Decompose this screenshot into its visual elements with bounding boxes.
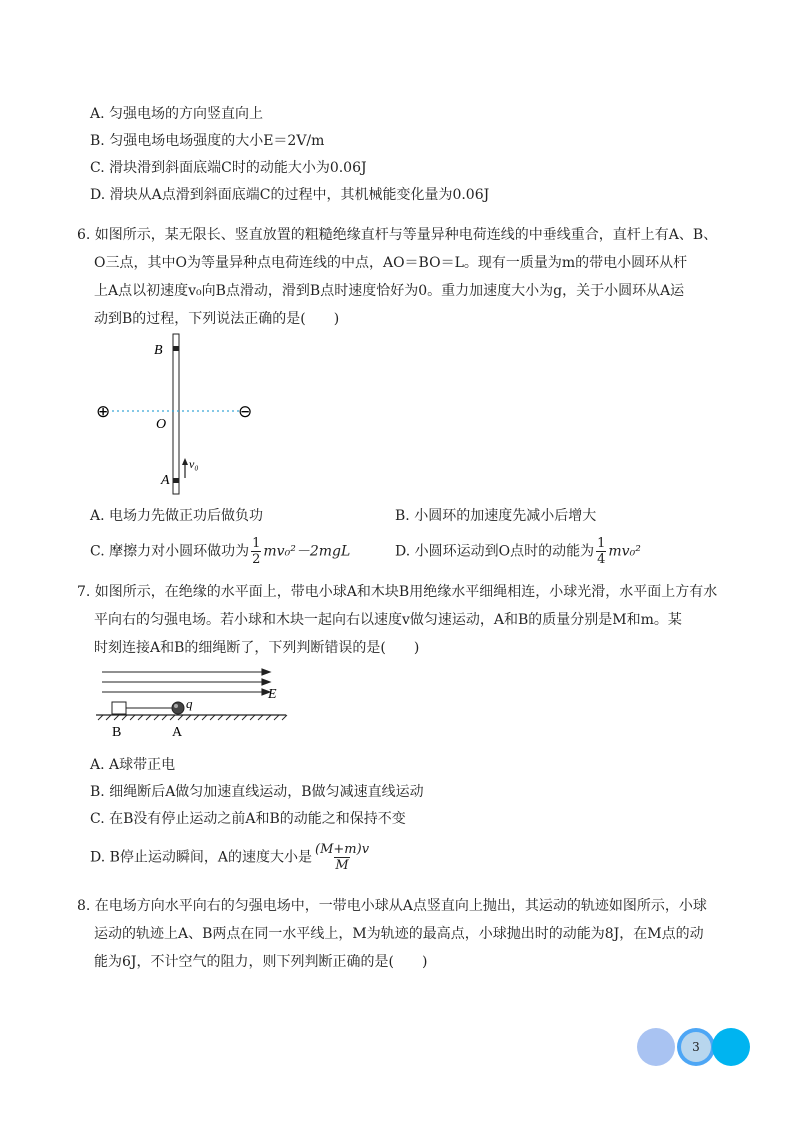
velocity-arrowhead <box>182 458 188 465</box>
q6-figure <box>90 328 270 498</box>
q6-option-b: B. 小圆环的加速度先减小后增大 <box>395 508 597 524</box>
q6-stem-line: O三点，其中O为等量异种点电荷连线的中点，AO＝BO＝L。现有一质量为m的带电小圆环从杆 <box>94 255 688 271</box>
q6-stem-line: 6. 如图所示，某无限长、竖直放置的粗糙绝缘直杆与等量异种电荷连线的中垂线重合，直杆上有A、B、 <box>77 227 718 243</box>
q6-option-d-formula: mv₀² <box>608 543 641 560</box>
ground-hatching <box>98 715 287 720</box>
ball-a <box>172 702 184 714</box>
q5-option-c: C. 滑块滑到斜面底端C时的动能大小为0.06J <box>90 160 367 176</box>
q6-option-a: A. 电场力先做正功后做负功 <box>90 508 264 524</box>
fraction: $\frac{(M+m)v}{M}$ <box>315 842 370 873</box>
q6-stem-line: 动到B的过程，下列说法正确的是( ) <box>94 311 340 327</box>
q8-stem <box>77 892 729 976</box>
q7-option-a: A. A球带正电 <box>90 757 176 773</box>
point-a-marker <box>173 478 179 483</box>
q7-option-b: B. 细绳断后A做匀加速直线运动，B做匀减速直线运动 <box>90 784 424 800</box>
label-a: A <box>161 473 170 488</box>
q6-option-d <box>395 536 641 567</box>
q6-option-c <box>90 536 350 567</box>
label-v0: v₀ <box>189 457 199 471</box>
field-lines <box>102 669 270 695</box>
q7-stem-line: 平向右的匀强电场。若小球和木块一起向右以速度v做匀速运动，A和B的质量分别是M和m。某 <box>94 612 682 628</box>
label-o: O <box>156 417 167 432</box>
fraction: $\frac{1}{2}$ <box>252 536 261 567</box>
label-b: B <box>154 343 163 358</box>
q7-option-d-text: D. B停止运动瞬间，A的速度大小是 <box>90 849 313 866</box>
q7-figure <box>92 664 292 742</box>
q7-stem-line: 时刻连接A和B的细绳断了，下列判断错误的是( ) <box>94 640 420 656</box>
q8-stem-line: 运动的轨迹上A、B两点在同一水平线上，M为轨迹的最高点，小球抛出时的动能为8J，在M点的动 <box>94 926 704 942</box>
q5-option-b: B. 匀强电场电场强度的大小E＝2V/m <box>90 133 325 149</box>
fraction: $\frac{1}{4}$ <box>597 536 606 567</box>
q6-option-c-formula: mv₀²－2mgL <box>263 543 351 560</box>
badge-circle-left <box>637 1028 675 1066</box>
q8-stem-line: 能为6J，不计空气的阻力，则下列判断正确的是( ) <box>94 954 428 970</box>
label-q: q <box>186 696 193 711</box>
q7-option-c: C. 在B没有停止运动之前A和B的动能之和保持不变 <box>90 811 406 827</box>
negative-charge-icon: ⊖ <box>238 402 253 422</box>
q6-option-d-text: D. 小圆环运动到O点时的动能为 <box>395 543 595 560</box>
block-b <box>112 702 126 714</box>
point-b-marker <box>173 346 179 351</box>
ball-a-highlight <box>174 704 178 708</box>
label-e: E <box>268 687 277 702</box>
label-block-b: B <box>112 725 122 740</box>
positive-charge-icon: ⊕ <box>96 402 111 422</box>
q6-option-c-text: C. 摩擦力对小圆环做功为 <box>90 543 250 560</box>
q6-stem <box>77 221 729 333</box>
q6-stem-line: 上A点以初速度v₀向B点滑动，滑到B点时速度恰好为0。重力加速度大小为g，关于小圆环从A运 <box>94 283 685 299</box>
badge-circle-right <box>712 1028 750 1066</box>
label-ball-a: A <box>172 725 183 740</box>
q8-stem-line: 8. 在电场方向水平向右的匀强电场中，一带电小球从A点竖直向上抛出，其运动的轨迹如图所示，小球 <box>77 898 707 914</box>
q7-stem <box>77 578 729 662</box>
vertical-rod <box>173 334 179 494</box>
q7-option-d <box>90 842 372 873</box>
q7-stem-line: 7. 如图所示，在绝缘的水平面上，带电小球A和木块B用绝缘水平细绳相连，小球光滑，水平面上方有水 <box>77 584 718 600</box>
q5-option-d: D. 滑块从A点滑到斜面底端C的过程中，其机械能变化量为0.06J <box>90 187 490 203</box>
page-number: 3 <box>692 1040 700 1054</box>
q5-option-a: A. 匀强电场的方向竖直向上 <box>90 106 264 122</box>
